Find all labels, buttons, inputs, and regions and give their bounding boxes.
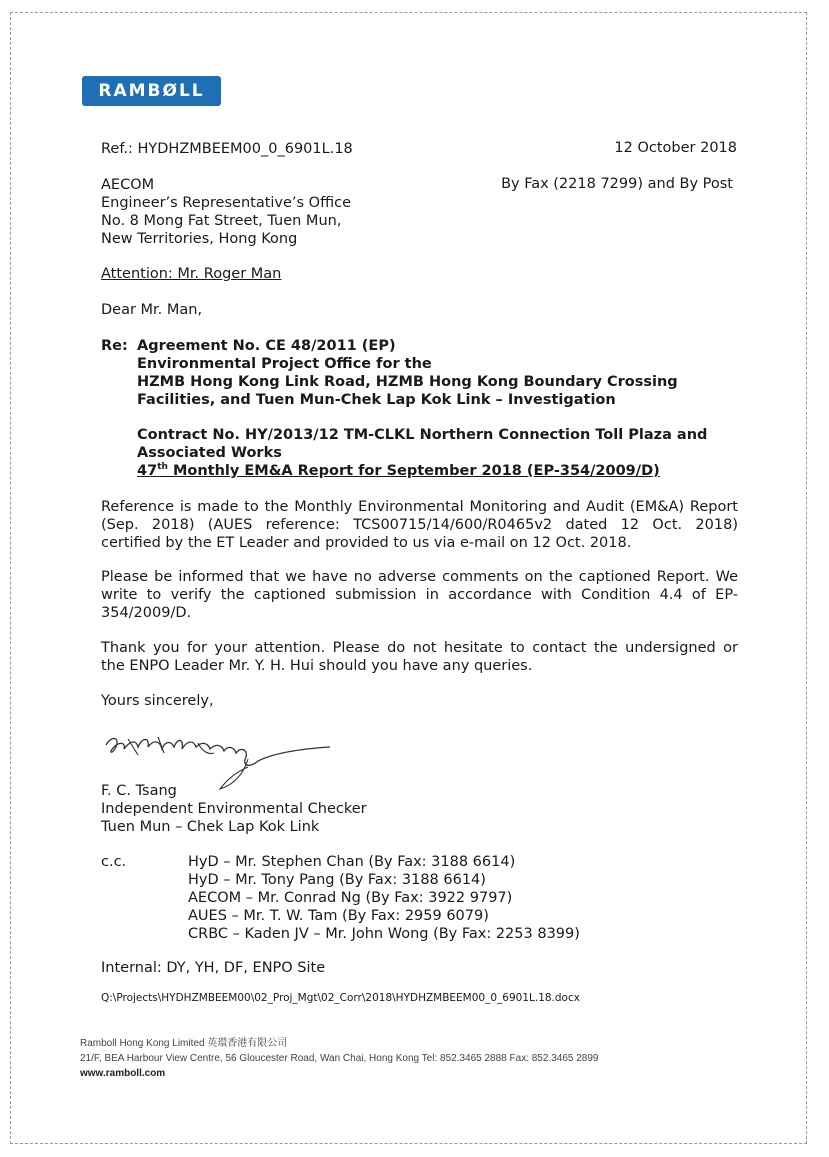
paragraph-line: the ENPO Leader Mr. Y. H. Hui should you have any queries. <box>101 658 533 674</box>
cc-label: c.c. <box>101 854 127 870</box>
report-title-text: Monthly EM&A Report for September 2018 (EP-354/2009/D) <box>167 463 660 479</box>
internal-distribution: Internal: DY, YH, DF, ENPO Site <box>101 960 326 976</box>
attention-line: Attention: Mr. Roger Man <box>101 266 282 282</box>
signer-project: Tuen Mun – Chek Lap Kok Link <box>101 819 320 835</box>
paragraph-comments <box>101 568 738 622</box>
cc-list <box>188 853 580 943</box>
re-label: Re: <box>101 338 128 354</box>
footer-address: 21/F, BEA Harbour View Centre, 56 Gloucester Road, Wan Chai, Hong Kong Tel: 852.3465 2888 Fax: 852.3465 2899 <box>80 1053 599 1064</box>
report-title <box>137 462 707 480</box>
paragraph-line: write to verify the captioned submission in accordance with Condition 4.4 of EP- <box>101 587 738 603</box>
signer-title: Independent Environmental Checker <box>101 801 367 817</box>
cc-item: CRBC – Kaden JV – Mr. John Wong (By Fax: 2253 8399) <box>188 926 580 942</box>
paragraph-line: (Sep. 2018) (AUES reference: TCS00715/14/600/R0465v2 dated 12 Oct. 2018) <box>101 517 738 533</box>
address-line: AECOM <box>101 177 155 193</box>
paragraph-line: certified by the ET Leader and provided to us via e-mail on 12 Oct. 2018. <box>101 535 632 551</box>
subject-line: Agreement No. CE 48/2011 (EP) <box>137 338 396 354</box>
delivery-method: By Fax (2218 7299) and By Post <box>501 176 733 192</box>
signer-name: F. C. Tsang <box>101 783 177 799</box>
cc-item: AECOM – Mr. Conrad Ng (By Fax: 3922 9797) <box>188 890 513 906</box>
reference-number: Ref.: HYDHZMBEEM00_0_6901L.18 <box>101 141 353 157</box>
paragraph-line: Reference is made to the Monthly Environmental Monitoring and Audit (EM&A) Report <box>101 499 738 515</box>
file-path: Q:\Projects\HYDHZMBEEM00\02_Proj_Mgt\02_Corr\2018\HYDHZMBEEM00_0_6901L.18.docx <box>101 992 580 1004</box>
footer-company: Ramboll Hong Kong Limited 英環香港有限公司 <box>80 1038 288 1049</box>
address-line: No. 8 Mong Fat Street, Tuen Mun, <box>101 213 342 229</box>
cc-item: HyD – Mr. Tony Pang (By Fax: 3188 6614) <box>188 872 486 888</box>
cc-item: HyD – Mr. Stephen Chan (By Fax: 3188 6614) <box>188 854 516 870</box>
contract-line: Associated Works <box>137 445 282 461</box>
ramboll-logo: RAMBØLL <box>82 76 221 106</box>
paragraph-line: Please be informed that we have no adverse comments on the captioned Report. We <box>101 569 738 585</box>
subject-block <box>137 337 678 409</box>
footer-website: www.ramboll.com <box>80 1068 166 1079</box>
letter-date: 12 October 2018 <box>614 140 737 156</box>
subject-line: Facilities, and Tuen Mun-Chek Lap Kok Link – Investigation <box>137 392 616 408</box>
report-number: 47 <box>137 463 158 479</box>
paragraph-reference <box>101 498 738 552</box>
salutation: Dear Mr. Man, <box>101 302 203 318</box>
paragraph-thanks <box>101 639 738 675</box>
signer-block <box>101 782 367 836</box>
paragraph-line: 354/2009/D. <box>101 605 192 621</box>
address-line: Engineer’s Representative’s Office <box>101 195 352 211</box>
cc-item: AUES – Mr. T. W. Tam (By Fax: 2959 6079) <box>188 908 489 924</box>
closing: Yours sincerely, <box>101 693 214 709</box>
paragraph-line: Thank you for your attention. Please do not hesitate to contact the undersigned or <box>101 640 738 656</box>
address-line: New Territories, Hong Kong <box>101 231 298 247</box>
contract-block <box>137 426 707 480</box>
report-ordinal: th <box>157 462 168 473</box>
recipient-address <box>101 176 351 248</box>
contract-line: Contract No. HY/2013/12 TM-CLKL Northern Connection Toll Plaza and <box>137 427 708 443</box>
subject-line: HZMB Hong Kong Link Road, HZMB Hong Kong Boundary Crossing <box>137 374 678 390</box>
subject-line: Environmental Project Office for the <box>137 356 432 372</box>
